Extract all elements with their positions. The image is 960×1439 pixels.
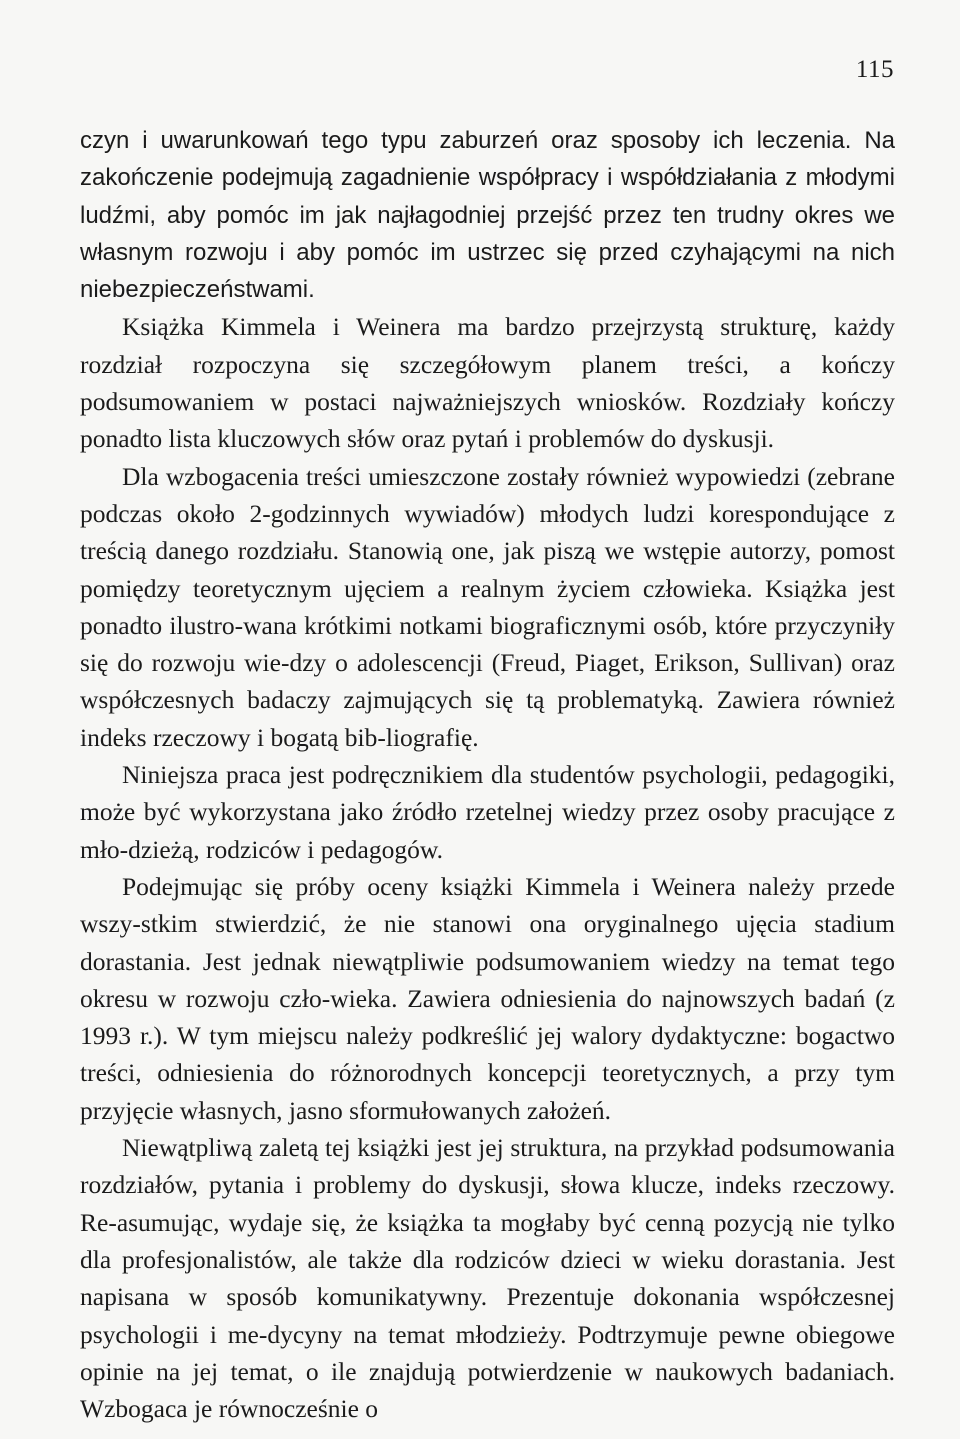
paragraph-6: Niewątpliwą zaletą tej książki jest jej struktura, na przykład podsumowania rozdziałów, pytania i problemy do dyskusji, słowa klucze, indeks rzeczowy. Re-asumując, wydaje się, że książka ta mogłaby być cenną pozycją nie tylko dla profesjonalistów, ale także dla rodziców dzieci w wieku dorastania. Jest napisana w sposób komunikatywny. Prezentuje dokonania współczesnej psychologii i me-dycyny na temat młodzieży. Podtrzymuje pewne obiegowe opinie na jej temat, o ile znajdują potwierdzenie w naukowych badaniach. Wzbogaca je równocześnie o [80,1133,895,1424]
paragraph-4: Niniejsza praca jest podręcznikiem dla studentów psychologii, pedagogiki, może być wykorzystana jako źródło rzetelnej wiedzy przez osoby pracujące z mło-dzieżą, rodziców i pedagogów. [80,760,895,864]
page-number: 115 [855,56,894,83]
paragraph-2: Książka Kimmela i Weinera ma bardzo przejrzystą strukturę, każdy rozdział rozpoczyna się szczegółowym planem treści, a kończy podsumowaniem w postaci najważniejszych wniosków. Rozdziały kończy ponadto lista kluczowych słów oraz pytań i problemów do dyskusji. [80,312,895,454]
paragraph-5: Podejmując się próby oceny książki Kimmela i Weinera należy przede wszy-stkim stwierdzić, że nie stanowi ona oryginalnego ujęcia stadium dorastania. Jest jednak niewątpliwie podsumowaniem wiedzy na temat tego okresu w rozwoju czło-wieka. Zawiera odniesienia do najnowszych badań (z 1993 r.). W tym miejscu należy podkreślić jej walory dydaktyczne: bogactwo treści, odniesienia do różnorodnych koncepcji teoretycznych, a przy tym przyjęcie własnych, jasno sformułowanych założeń. [80,871,895,1125]
paragraph-3: Dla wzbogacenia treści umieszczone zostały również wypowiedzi (zebrane podczas około 2-godzinnych wywiadów) młodych ludzi korespondujące z treścią danego rozdziału. Stanowią one, jak piszą we wstępie autorzy, pomost pomiędzy teoretycznym ujęciem a realnym życiem człowieka. Książka jest ponadto ilustro-wana krótkimi notkami biograficznymi osób, które przyczyniły się do rozwoju wie-dzy o adolescencji (Freud, Piaget, Erikson, Sullivan) oraz współczesnych badaczy zajmujących się tą problematyką. Zawiera również indeks rzeczowy i bogatą bib-liografię. [80,461,895,752]
body-text [80,122,895,1427]
paragraph-1: czyn i uwarunkowań tego typu zaburzeń oraz sposoby ich leczenia. Na zakończenie podejmują zagadnienie współpracy i współdziałania z młodymi ludźmi, aby pomóc im jak najłagodniej przejść przez ten trudny okres we własnym rozwoju i aby pomóc im ustrzec się przed czyhającymi na nich niebezpieczeństwami. [80,127,895,304]
